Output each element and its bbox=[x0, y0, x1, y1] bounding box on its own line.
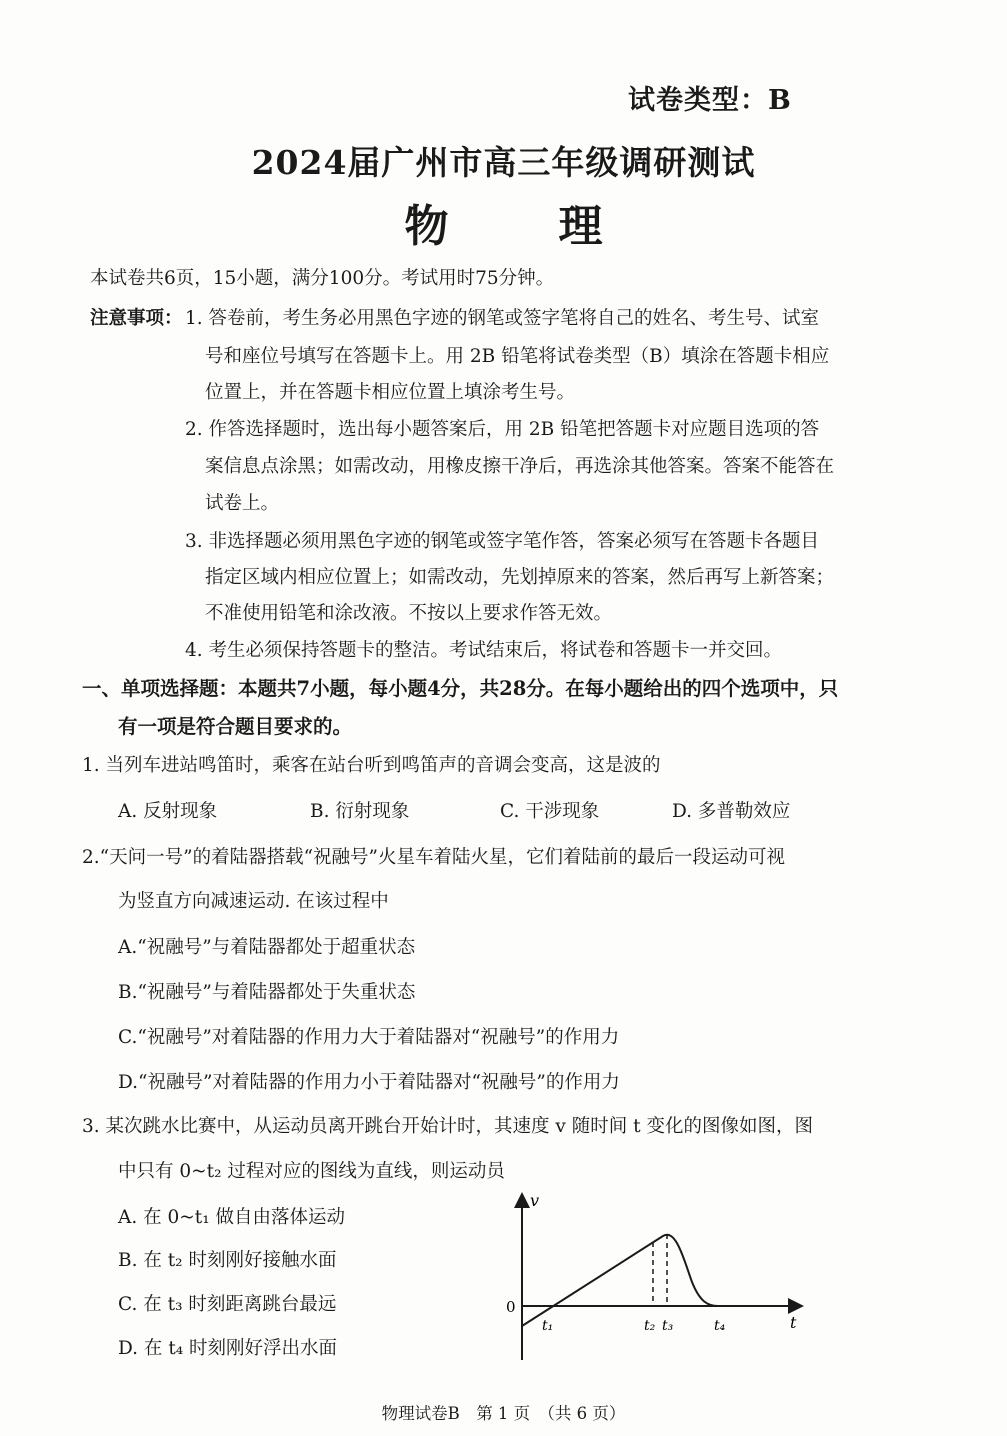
exam-intro: 本试卷共6页，15小题，满分100分。考试用时75分钟。 bbox=[90, 268, 555, 289]
q2-option-a: A.“祝融号”与着陆器都处于超重状态 bbox=[118, 937, 416, 958]
notice-line: 位置上，并在答题卡相应位置上填涂考生号。 bbox=[205, 382, 576, 403]
t4-tick-label: t₄ bbox=[714, 1318, 726, 1334]
q2-option-d: D.“祝融号”对着陆器的作用力小于着陆器对“祝融号”的作用力 bbox=[118, 1072, 620, 1093]
subject-char-1: 物 bbox=[404, 201, 449, 252]
v-axis-label: v bbox=[530, 1191, 540, 1210]
q2-stem-line1: 2.“天问一号”的着陆器搭载“祝融号”火星车着陆火星，它们着陆前的最后一段运动可视 bbox=[82, 847, 785, 868]
paper-type-label: 试卷类型：B bbox=[628, 85, 792, 116]
exam-title: 2024届广州市高三年级调研测试 bbox=[251, 143, 756, 182]
q3-option-c: C. 在 t₃ 时刻距离跳台最远 bbox=[118, 1294, 337, 1315]
notice-label: 注意事项： bbox=[90, 308, 183, 329]
notice-line: 3. 非选择题必须用黑色字迹的钢笔或签字笔作答，答案必须写在答题卡各题目 bbox=[185, 531, 820, 552]
t-axis-label: t bbox=[790, 1313, 797, 1332]
q2-stem-line2: 为竖直方向减速运动. 在该过程中 bbox=[118, 891, 389, 912]
q3-option-d: D. 在 t₄ 时刻刚好浮出水面 bbox=[118, 1338, 338, 1359]
q1-option-d: D. 多普勒效应 bbox=[672, 801, 791, 822]
notice-line: 试卷上。 bbox=[205, 493, 280, 514]
notice-line: 不准使用铅笔和涂改液。不按以上要求作答无效。 bbox=[205, 603, 613, 624]
q1-option-a: A. 反射现象 bbox=[118, 801, 218, 822]
notice-line: 指定区域内相应位置上；如需改动，先划掉原来的答案，然后再写上新答案； bbox=[205, 567, 835, 588]
t2-tick-label: t₂ bbox=[644, 1318, 656, 1334]
section-title-line1: 一、单项选择题：本题共7小题，每小题4分，共28分。在每小题给出的四个选项中，只 bbox=[82, 677, 839, 700]
page-footer: 物理试卷B 第 1 页 （共 6 页） bbox=[381, 1404, 626, 1423]
notice-line: 4. 考生必须保持答题卡的整洁。考试结束后，将试卷和答题卡一并交回。 bbox=[185, 640, 783, 661]
q2-option-b: B.“祝融号”与着陆器都处于失重状态 bbox=[118, 982, 416, 1003]
subject-char-2: 理 bbox=[558, 201, 603, 252]
velocity-time-graph bbox=[500, 1190, 810, 1370]
q3-option-b: B. 在 t₂ 时刻刚好接触水面 bbox=[118, 1250, 337, 1271]
q1-stem: 1. 当列车进站鸣笛时，乘客在站台听到鸣笛声的音调会变高，这是波的 bbox=[82, 755, 661, 776]
q2-option-c: C.“祝融号”对着陆器的作用力大于着陆器对“祝融号”的作用力 bbox=[118, 1027, 620, 1048]
notice-line: 2. 作答选择题时，选出每小题答案后，用 2B 铅笔把答题卡对应题目选项的答 bbox=[185, 419, 820, 440]
velocity-curve bbox=[522, 1235, 718, 1326]
q1-option-c: C. 干涉现象 bbox=[500, 801, 600, 822]
t1-tick-label: t₁ bbox=[542, 1318, 554, 1334]
section-title-line2: 有一项是符合题目要求的。 bbox=[118, 715, 353, 738]
origin-label: 0 bbox=[506, 1298, 516, 1316]
notice-line: 案信息点涂黑；如需改动，用橡皮擦干净后，再选涂其他答案。答案不能答在 bbox=[205, 456, 835, 477]
notice-line: 号和座位号填写在答题卡上。用 2B 铅笔将试卷类型（B）填涂在答题卡相应 bbox=[205, 346, 830, 367]
q1-option-b: B. 衍射现象 bbox=[310, 801, 410, 822]
q3-stem-line2: 中只有 0~t₂ 过程对应的图线为直线，则运动员 bbox=[118, 1161, 505, 1182]
q3-option-a: A. 在 0~t₁ 做自由落体运动 bbox=[118, 1207, 346, 1228]
q3-stem-line1: 3. 某次跳水比赛中，从运动员离开跳台开始计时，其速度 v 随时间 t 变化的图像如图，图 bbox=[82, 1116, 813, 1137]
notice-line: 1. 答卷前，考生务必用黑色字迹的钢笔或签字笔将自己的姓名、考生号、试室 bbox=[185, 308, 820, 329]
subject-title bbox=[0, 190, 1007, 254]
t3-tick-label: t₃ bbox=[662, 1318, 674, 1334]
